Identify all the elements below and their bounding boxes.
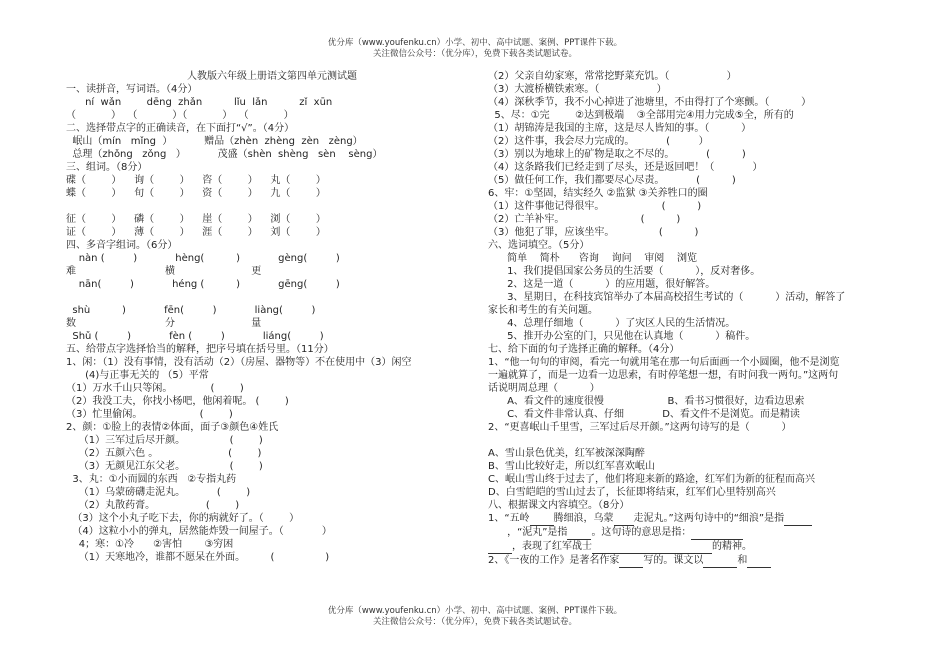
right-line-24: 话说明周总理（ ）: [488, 383, 600, 394]
left-line-11: 征（ ） 磷（ ） 崖（ ） 浏（ ）: [66, 214, 326, 225]
left-line-32: （1）乌蒙磅礴走泥丸。 ( ): [66, 487, 251, 498]
right-line-31: C、岷山雪山终于过去了，他们将迎来新的路途，红军们为新的征程而高兴: [488, 474, 815, 485]
fill-blank[interactable]: [614, 512, 634, 526]
left-line-8: 碟（ ） 询（ ） 咨（ ） 丸（ ）: [66, 175, 326, 186]
right-line-26: C、看文件非常认真、仔细 D、看文件不是浏览。而是精读: [488, 409, 800, 420]
fill-text: 和: [737, 555, 748, 566]
right-line-6: （3）别以为地球上的矿物是取之不尽的。 ( ): [488, 149, 746, 160]
right-column: [488, 70, 888, 568]
right-line-20: 5、推开办公室的门，只见他在认真地（ ）稿件。: [488, 331, 756, 342]
right-line-30: B、雪山比较好走，所以红军喜欢岷山: [488, 461, 655, 472]
fill-text: 走泥丸。”这两句诗中的“细浪”是指: [633, 513, 785, 524]
fill-text: ，“泥丸”是指: [488, 527, 568, 538]
right-line-35: [488, 526, 888, 540]
fill-blank[interactable]: [592, 540, 712, 554]
right-line-37: [488, 554, 888, 568]
fill-blank[interactable]: [784, 512, 812, 526]
fill-text: 的精神。: [712, 541, 752, 552]
left-line-31: 3、丸：①小而圆的东西 ②专指丸药: [66, 474, 237, 485]
left-line-29: （2）五颜六色 。 ( ): [66, 448, 262, 459]
footer-line-2: 关注微信公众号：（优分库），免费下载各类试题试卷。: [372, 617, 577, 627]
left-line-20: Shǔ ( ) fèn ( ) liáng( ): [66, 331, 324, 342]
page-header: [0, 38, 950, 60]
left-line-5: 岷山（mín mǐng ） 赠品（zhèn zhèng zèn zèng）: [66, 136, 363, 147]
left-line-7: 三、组词。（8分）: [66, 162, 148, 173]
right-line-23: 一遍就算了，而是一边看一边思索，有时停笔想一想，有时问我一两句。”这两句: [488, 370, 839, 381]
page-footer: [0, 606, 950, 628]
left-line-17: [66, 291, 478, 304]
left-line-23: (4)与正事无关的 （5）平常: [66, 370, 209, 381]
left-line-37: （1）天寒地冷，谁都不愿呆在外面。 ( ): [66, 552, 330, 563]
right-line-36: [488, 540, 888, 554]
fill-text: 。这句诗的意思是指：: [591, 527, 692, 538]
footer-line-1: 优分库（www.youfenku.cn）小学、初中、高中试题、案例、PPT课件下载。: [327, 606, 623, 616]
right-line-4: （1）胡锦涛是我国的主席，这是尽人皆知的事。（ ）: [488, 123, 752, 134]
right-line-27: 2、“更喜岷山千里雪，三军过后尽开颜。”这两句诗写的是（ ）: [488, 422, 792, 433]
fill-text: 腾细浪，乌蒙: [553, 513, 614, 524]
header-line-1: 优分库（www.youfenku.cn）小学、初中、高中试题、案例、PPT课件下载。: [327, 38, 623, 48]
right-line-25: A、看文件的速度很慢 B、看书习惯很好，边看边思索: [488, 396, 805, 407]
exam-title: 人教版六年级上册语文第四单元测试题: [187, 71, 357, 82]
right-line-2: （4）深秋季节，我不小心掉进了池塘里，不由得打了个寒颤。（ ）: [488, 97, 812, 108]
fill-text: 写的。课文以: [643, 555, 704, 566]
right-line-18: 家长和考生的有关问题。: [488, 305, 598, 316]
right-line-9: 6、牢：①坚固，结实经久 ②监狱 ③关养牲口的圈: [488, 188, 708, 199]
right-line-3: 5、尽：①完 ②达到极端 ③全部用完④用力完成⑤全，所有的: [488, 110, 794, 121]
fill-blank[interactable]: [530, 512, 554, 526]
left-line-28: （1）三军过后尽开颜。 ( ): [66, 435, 263, 446]
right-line-13: 六、选词填空。（5分）: [488, 240, 590, 251]
fill-blank[interactable]: [691, 526, 743, 540]
right-line-16: 2、这是一道（ ）的应用题，很好解答。: [488, 279, 716, 290]
left-line-12: 证（ ） 薄（ ） 涯（ ） 刘（ ）: [66, 227, 326, 238]
left-line-3: （ ） （ ）（ ） （ ）: [66, 110, 294, 121]
left-line-6: 总理（zhǒng zǒng ） 茂盛（shèn shèng sèn sèng）: [66, 149, 383, 160]
right-line-7: （4）这条路我们已经走到了尽头，还是返回吧！（ ）: [488, 162, 763, 173]
fill-text: 2、《一夜的工作》是著名作家: [488, 555, 620, 566]
right-line-28: [488, 434, 888, 447]
right-line-33: 八、根据课文内容填空。（8分）: [488, 500, 630, 511]
fill-blank[interactable]: [567, 526, 591, 540]
left-line-33: （2）丸散药膏。 ( ): [66, 500, 240, 511]
fill-blank[interactable]: [619, 554, 643, 568]
right-line-1: （3）大渡桥横铁索寒。（ ）: [488, 84, 667, 95]
right-line-11: （2）亡羊补牢。 ( ): [488, 214, 681, 225]
left-line-30: （3）无颜见江东父老。 ( ): [66, 461, 263, 472]
right-line-5: （2）这件事，我会尽力完成的。 ( ）: [488, 136, 709, 147]
left-line-19: 数 分 量: [66, 318, 262, 329]
left-line-2: ní wǎn dēng zhǎn lǐu lǎn zǐ xūn: [66, 97, 333, 108]
left-line-1: 一、读拼音，写词语。（4分）: [66, 84, 198, 95]
right-line-32: D、白雪皑皑的雪山过去了，长征即将结束，红军们心里特别高兴: [488, 487, 776, 498]
left-line-16: nān( ) héng ( ) gēng( ): [66, 279, 340, 290]
left-line-22: 1、闲：（1）没有事情，没有活动（2）（房屋、器物等）不在使用中（3）闲空: [66, 357, 412, 368]
right-line-21: 七、给下面的句子选择正确的解释。（4分）: [488, 344, 680, 355]
right-line-12: （3）他犯了罪，应该坐牢。 ( ): [488, 227, 699, 238]
right-line-8: （5）做任何工作，我们都要尽心尽责。 ( ): [488, 175, 736, 186]
left-column: [66, 70, 478, 564]
right-line-34: [488, 512, 888, 526]
right-line-19: 4、总理仔细地（ ）了灾区人民的生活情况。: [488, 318, 736, 329]
header-line-2: 关注微信公众号：（优分库），免费下载各类试题试卷。: [372, 49, 577, 59]
left-line-21: 五、给带点字选择恰当的解释，把序号填在括号里。（11分）: [66, 344, 334, 355]
left-line-27: 2、颜：①脸上的表情②体面，面子③颜色④姓氏: [66, 422, 279, 433]
left-line-24: （1）万水千山只等闲。 ( ): [66, 383, 244, 394]
left-line-14: nàn ( ) hèng( ) gèng( ): [66, 253, 340, 264]
left-line-25: （2）我没工夫，你找小杨吧，他闲着呢。 ( ): [66, 396, 289, 407]
left-line-34: （3）这个小丸子吃下去，你的病就好了。（ ）: [66, 513, 300, 524]
left-line-4: 二、选择带点字的正确读音，在下面打“√”。（4分）: [66, 123, 295, 134]
right-line-22: 1、“他一句句的审阅，看完一句就用笔在那一句后面画一个小圆圈，他不是浏览: [488, 357, 840, 368]
right-line-15: 1、我们提倡国家公务员的生活要（ ），反对奢侈。: [488, 266, 761, 277]
left-line-13: 四、多音字组词。（6分）: [66, 240, 178, 251]
left-line-35: （4）这粒小小的弹丸，居然能炸毁一间屋子。（ ）: [66, 526, 332, 537]
right-line-0: （2）父亲自幼家寒，常常挖野菜充饥。（ ）: [488, 71, 737, 82]
right-line-29: A、雪山景色优美，红军被深深陶醉: [488, 448, 645, 459]
right-line-17: 3、星期日，在科技宾馆举办了本届高校招生考试的（ ）活动，解答了: [488, 292, 846, 303]
fill-blank[interactable]: [488, 540, 512, 554]
fill-blank[interactable]: [747, 554, 771, 568]
right-line-10: （1）这件事他记得很牢。 ( ): [488, 201, 702, 212]
right-line-14: 简单 简朴 咨询 询问 审阅 浏览: [488, 253, 698, 264]
left-line-18: shù ) fēn( ) liàng( ): [66, 305, 316, 316]
fill-text: 1、“五岭: [488, 513, 530, 524]
left-line-15: 难 横 更: [66, 266, 262, 277]
fill-blank[interactable]: [703, 554, 737, 568]
left-line-36: 4；寒：①冷 ②害怕 ③穷困: [66, 539, 234, 550]
fill-text: ，表现了红军战士: [512, 541, 592, 552]
left-line-10: [66, 200, 478, 213]
left-line-9: 蝶（ ） 旬（ ） 资（ ） 九（ ）: [66, 188, 326, 199]
left-line-26: （3）忙里偷闲。 ( ): [66, 409, 233, 420]
